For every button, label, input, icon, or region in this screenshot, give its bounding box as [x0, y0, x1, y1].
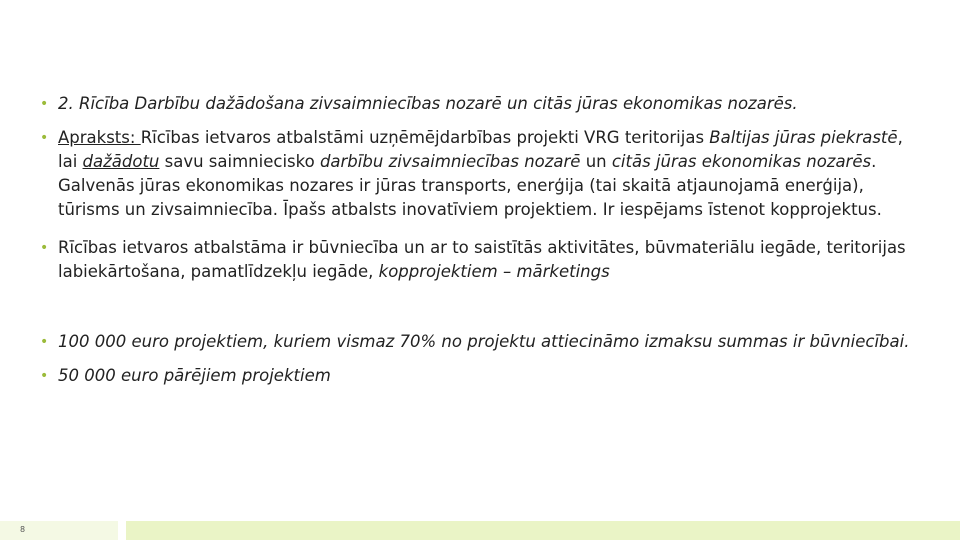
bullet-funding-construction	[40, 330, 920, 354]
bullet-supported-activities	[40, 236, 920, 284]
description-text-1: Rīcības ietvaros atbalstāmi uzņēmējdarbības projekti VRG teritorijas	[140, 128, 710, 147]
bullet-list	[40, 92, 920, 388]
description-text-5: savu saimniecisko	[159, 152, 320, 171]
description-label: Apraksts:	[58, 128, 141, 147]
description-text-3: , lai	[58, 128, 903, 171]
bullet-icon: •	[40, 368, 49, 384]
footer-bar	[126, 521, 960, 540]
bullet-icon: •	[40, 334, 49, 350]
bullet-icon: •	[40, 96, 49, 112]
bullet-description	[40, 126, 920, 222]
activities-emph-marketing: kopprojektiem – mārketings	[378, 262, 610, 281]
bullet-icon: •	[40, 240, 49, 256]
activities-text: Rīcības ietvaros atbalstāma ir būvniecība un ar to saistītās aktivitātes, būvmateriālu iegāde, teritorijas labiekārtošana, pamatlīdzekļu iegāde,	[58, 238, 906, 281]
description-emph-other-sectors: citās jūras ekonomikas nozarēs	[611, 152, 872, 171]
description-text-7: un	[580, 152, 612, 171]
bullet-funding-other	[40, 364, 920, 388]
description-text-9: . Galvenās jūras ekonomikas nozares ir jūras transports, enerģija (tai skaitā atjaunojamā enerģija), tūrisms un zivsaimniecība. Īpašs atbalsts inovatīviem projektiem. Ir iespējams īstenot kopprojektus.	[58, 152, 882, 219]
description-emph-diversify: dažādotu	[82, 152, 160, 171]
footer-left-bar	[0, 521, 118, 540]
description-emph-fisheries: darbību zivsaimniecības nozarē	[319, 152, 581, 171]
bullet-icon: •	[40, 130, 49, 146]
funding-construction-text: 100 000 euro projektiem, kuriem vismaz 70% no projektu attiecināmo izmaksu summas ir būvniecībai.	[58, 332, 910, 351]
funding-other-text: 50 000 euro pārējiem projektiem	[58, 366, 331, 385]
bullet-action-title	[40, 92, 920, 116]
action-title-text: 2. Rīcība Darbību dažādošana zivsaimniecības nozarē un citās jūras ekonomikas nozarēs.	[58, 94, 798, 113]
page-number: 8	[20, 525, 26, 534]
description-emph-baltic: Baltijas jūras piekrastē	[709, 128, 898, 147]
